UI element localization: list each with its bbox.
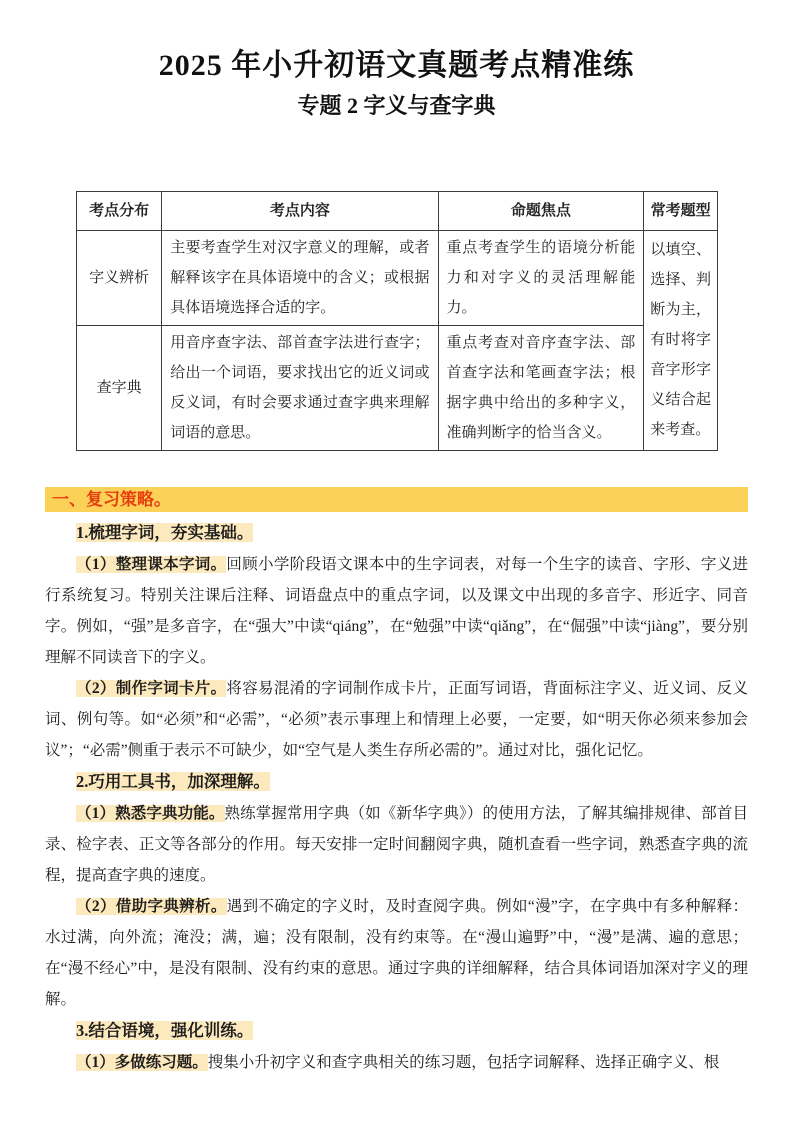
table-cell-content: 主要考查学生对汉字意义的理解，或者解释该字在具体语境中的含义；或根据具体语境选择合适的字。 bbox=[162, 231, 438, 326]
section-bar bbox=[45, 487, 748, 512]
strategy-item-3-1-text: 搜集小升初字义和查字典相关的练习题，包括字词解释、选择正确字义、根 bbox=[207, 1054, 720, 1071]
strategy-item-1-2 bbox=[45, 673, 748, 766]
strategy-item-2-1-label: （1）熟悉字典功能。 bbox=[76, 805, 225, 822]
table-cell-category: 查字典 bbox=[77, 326, 162, 451]
exam-points-table bbox=[76, 191, 718, 451]
doc-title: 2025 年小升初语文真题考点精准练 bbox=[158, 49, 635, 82]
strategy-item-2-2-text: 遇到不确定的字义时，及时查阅字典。例如“漫”字，在字典中有多种解释：水过满，向外流；淹没；满，遍；没有限制，没有约束等。在“漫山遍野”中，“漫”是满、遍的意思；在“漫不经心”中，是没有限制、没有约束的意思。通过字典的详细解释，结合具体词语加深对字义的理解。 bbox=[45, 898, 748, 1008]
table-row bbox=[77, 326, 718, 451]
table-row bbox=[77, 231, 718, 326]
strategy-item-3-1 bbox=[45, 1047, 748, 1078]
exam-points-table-wrap bbox=[76, 191, 718, 451]
strategy-item-2-1-text: 熟练掌握常用字典（如《新华字典》）的使用方法，了解其编排规律、部首目录、检字表、正文等各部分的作用。每天安排一定时间翻阅字典，随机查看一些字词，熟悉查字典的流程，提高查字典的速度。 bbox=[45, 805, 748, 884]
table-header-content: 考点内容 bbox=[162, 192, 438, 231]
doc-subtitle: 专题 2 字义与查字典 bbox=[297, 93, 496, 118]
strategy-heading-1 bbox=[45, 517, 748, 549]
strategy-item-1-2-text: 将容易混淆的字词制作成卡片，正面写词语，背面标注字义、近义词、反义词、例句等。如“必须”和“必需”，“必须”表示事理上和情理上必要，一定要，如“明天你必须来参加会议”；“必需”侧重于表示不可缺少，如“空气是人类生存所必需的”。通过对比，强化记忆。 bbox=[45, 680, 748, 759]
strategy-item-1-1 bbox=[45, 549, 748, 673]
table-header-focus: 命题焦点 bbox=[438, 192, 644, 231]
table-cell-content: 用音序查字法、部首查字法进行查字；给出一个词语，要求找出它的近义词或反义词，有时会要求通过查字典来理解词语的意思。 bbox=[162, 326, 438, 451]
table-cell-question-types: 以填空、选择、判断为主，有时将字音字形字义结合起来考查。 bbox=[644, 231, 718, 451]
table-cell-category: 字义辨析 bbox=[77, 231, 162, 326]
strategy-heading-3-text: 3.结合语境，强化训练。 bbox=[76, 1021, 254, 1040]
strategy-item-1-1-label: （1）整理课本字词。 bbox=[76, 556, 227, 573]
strategy-item-2-1 bbox=[45, 798, 748, 891]
strategy-item-1-2-label: （2）制作字词卡片。 bbox=[76, 680, 227, 697]
table-header-row bbox=[77, 192, 718, 231]
strategy-heading-3 bbox=[45, 1015, 748, 1047]
table-cell-focus: 重点考查对音序查字法、部首查字法和笔画查字法；根据字典中给出的多种字义，准确判断字的恰当含义。 bbox=[438, 326, 644, 451]
strategy-item-3-1-label: （1）多做练习题。 bbox=[76, 1054, 208, 1071]
strategy-item-2-2-label: （2）借助字典辨析。 bbox=[76, 898, 227, 915]
strategy-heading-1-text: 1.梳理字词，夯实基础。 bbox=[76, 523, 254, 542]
strategy-heading-2 bbox=[45, 766, 748, 798]
strategy-heading-2-text: 2.巧用工具书，加深理解。 bbox=[76, 772, 270, 791]
strategy-item-1-1-text: 回顾小学阶段语文课本中的生字词表，对每一个生字的读音、字形、字义进行系统复习。特别关注课后注释、词语盘点中的重点字词，以及课文中出现的多音字、形近字、同音字。例如，“强”是多音字，在“强大”中读“qiáng”，在“勉强”中读“qiǎng”，在“倔强”中读“jiàng”，要分别理解不同读音下的字义。 bbox=[45, 556, 748, 666]
table-header-question-types: 常考题型 bbox=[644, 192, 718, 231]
table-cell-focus: 重点考查学生的语境分析能力和对字义的灵活理解能力。 bbox=[438, 231, 644, 326]
strategy-item-2-2 bbox=[45, 891, 748, 1015]
review-strategies bbox=[45, 517, 748, 1078]
table-header-distribution: 考点分布 bbox=[77, 192, 162, 231]
section-title: 一、复习策略。 bbox=[52, 490, 171, 509]
